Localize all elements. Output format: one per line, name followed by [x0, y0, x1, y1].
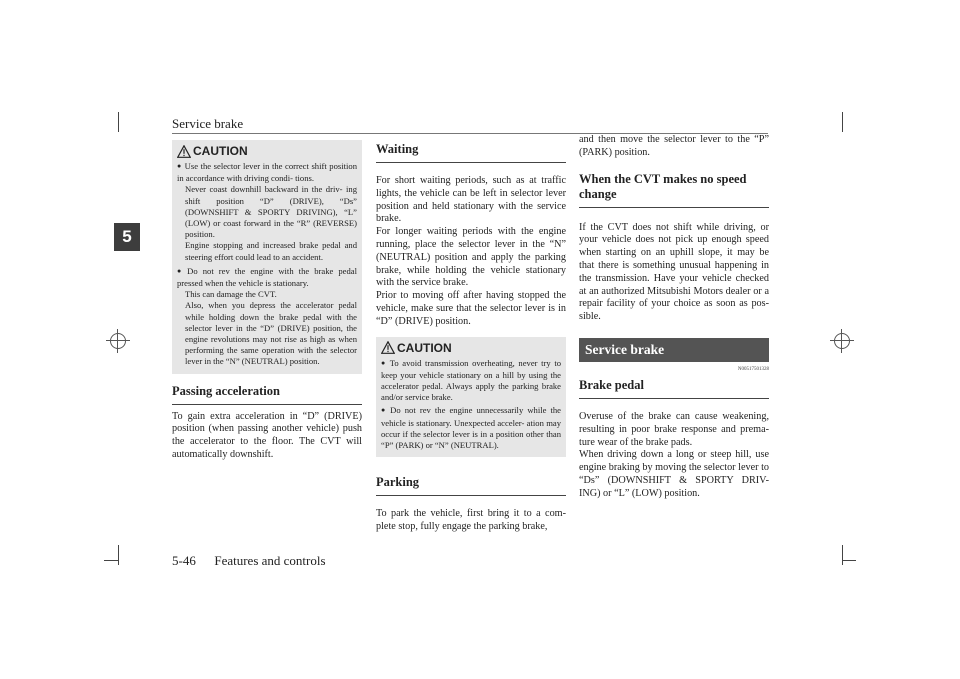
caution-box	[376, 337, 566, 458]
waiting-text: Prior to moving off after having stopped the vehicle, make sure that the selector lever is in “D” (DRIVE) position.	[376, 290, 566, 327]
chapter-tab: 5	[114, 223, 140, 251]
section-heading-waiting: Waiting	[376, 142, 566, 163]
column-left	[172, 140, 362, 462]
footer-section-name: Features and controls	[214, 553, 326, 568]
crop-mark	[104, 560, 118, 561]
crop-mark	[842, 112, 843, 132]
caution-item-continued: Never coast downhill backward in the driv- ing shift position “D” (DRIVE), “Ds” (DOWNSHIFT & SPORTY DRIVING), “L” (LOW) or coast forward in the “R” (REVERSE) position.	[185, 184, 357, 240]
page-number: 5-46	[172, 553, 196, 568]
crop-mark	[842, 545, 843, 565]
crop-mark	[118, 545, 119, 565]
warning-triangle-icon	[381, 341, 395, 354]
caution-item-continued: This can damage the CVT.	[185, 289, 277, 300]
reference-code: N00517501328	[737, 366, 769, 372]
crop-mark	[842, 560, 856, 561]
brake-pedal-text: When driving down a long or steep hill, use engine braking by moving the selector lever to “Ds” (DOWNSHIFT & SPORTY DRIV- ING) or “L” (LOW) position.	[579, 449, 769, 499]
page-header-title: Service brake	[172, 116, 244, 131]
column-right	[579, 134, 769, 501]
parking-text: To park the vehicle, first bring it to a com- plete stop, fully engage the parking brake,	[376, 508, 566, 532]
page-footer	[172, 553, 326, 569]
caution-item-continued: Engine stopping and increased brake pedal and steering effort could lead to an accident.	[185, 240, 357, 262]
section-heading-cvt-no-speed-change: When the CVT makes no speed change	[579, 172, 769, 208]
warning-triangle-icon	[177, 145, 191, 158]
registration-mark-icon	[834, 333, 850, 349]
caution-item: ● Do not rev the engine with the brake pedal pressed when the vehicle is stationary.	[177, 266, 357, 289]
caution-label: CAUTION	[193, 144, 248, 158]
section-heading-passing-acceleration: Passing acceleration	[172, 384, 362, 405]
parking-text-continued: and then move the selector lever to the “P” (PARK) position.	[579, 134, 769, 158]
caution-box	[172, 140, 362, 374]
brake-pedal-text: Overuse of the brake can cause weakening, resulting in poor brake response and prema- ture wear of the brake pads.	[579, 410, 769, 448]
registration-mark-icon	[110, 333, 126, 349]
caution-item: ● Do not rev the engine unnecessarily while the vehicle is stationary. Unexpected acceler- ation may occur if the selector lever is in a position other than “P” (PARK) or “N” (NEUTRAL).	[381, 405, 561, 451]
column-middle	[376, 140, 566, 534]
section-heading-brake-pedal: Brake pedal	[579, 378, 769, 399]
major-heading-service-brake: Service brake	[579, 338, 769, 362]
passing-acceleration-text: To gain extra acceleration in “D” (DRIVE) position (when passing another vehicle) push the accelerator to the floor. The CVT will automatically downshift.	[172, 410, 362, 461]
crop-mark	[118, 112, 119, 132]
cvt-text: If the CVT does not shift while driving, or your vehicle does not pick up enough speed when starting on an uphill slope, it may be that there is something unusual happening in the transmission. Have your vehicle checked at an authorized Mitsubishi Motors dealer or a repair facility of your choice as soon as pos- sible.	[579, 221, 769, 323]
section-heading-parking: Parking	[376, 475, 566, 496]
caution-item: ● To avoid transmission overheating, never try to keep your vehicle stationary on a hill by using the accelerator pedal. Always apply the parking brake and/or service brake.	[381, 358, 561, 404]
waiting-text: For longer waiting periods with the engine running, place the selector lever in the “N” (NEUTRAL) position and apply the parking brake, while holding the vehicle stationary with the service brake.	[376, 226, 566, 289]
caution-item-continued: Also, when you depress the accelerator pedal while holding down the brake pedal with the selector lever in the “D” (DRIVE) position, the engine revolutions may not rise as high as when performing the same operation with the selector lever in the “N” (NEUTRAL) position.	[185, 300, 357, 367]
caution-heading	[177, 144, 357, 158]
caution-item: ● Use the selector lever in the correct shift position in accordance with driving condi- tions.	[177, 161, 357, 184]
caution-heading	[381, 341, 561, 355]
waiting-text: For short waiting periods, such as at traffic lights, the vehicle can be left in selector lever position and held stationary with the service brake.	[376, 175, 566, 225]
caution-label: CAUTION	[397, 340, 452, 355]
